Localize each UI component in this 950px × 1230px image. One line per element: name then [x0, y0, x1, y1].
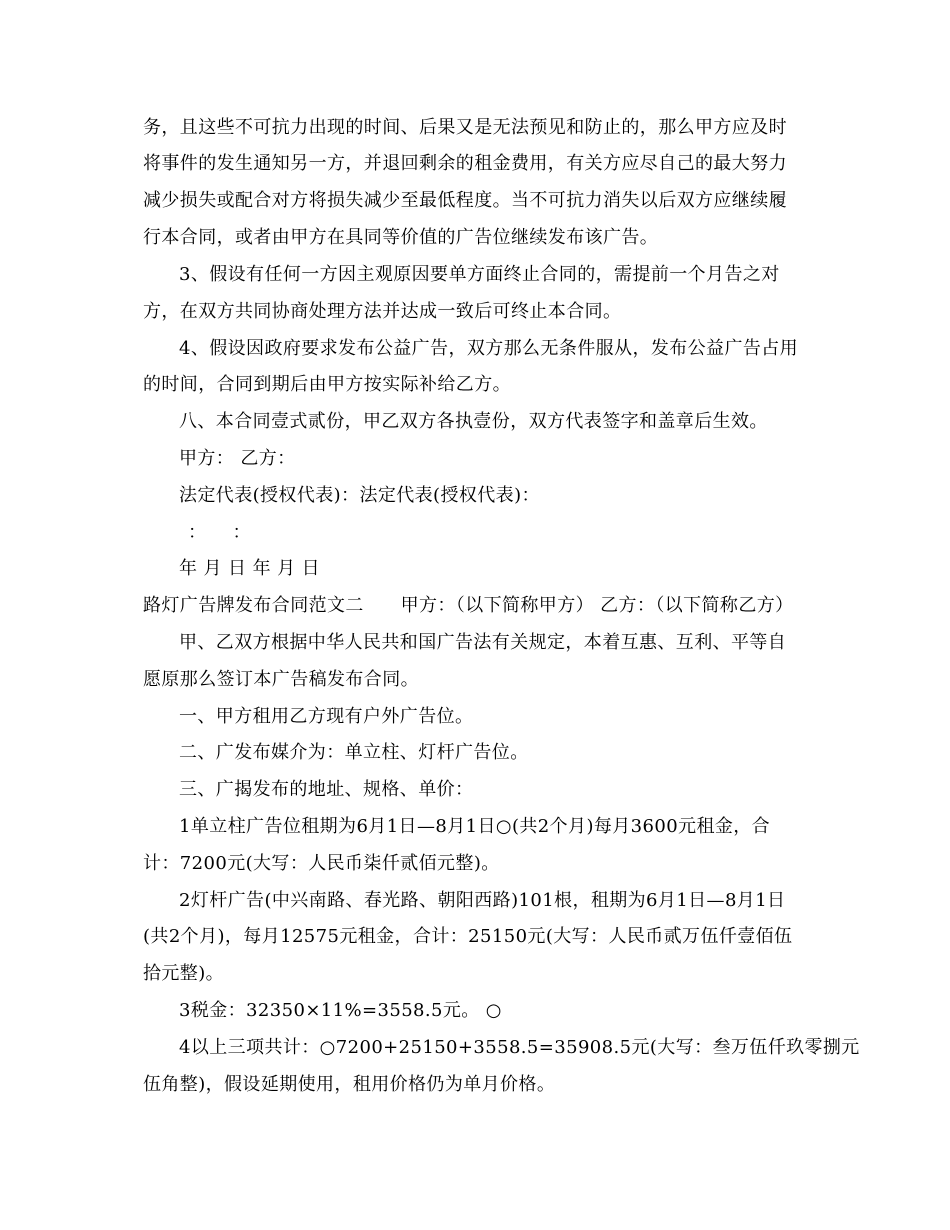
text-line: 行本合同，或者由甲方在具同等价值的广告位继续发布该广告。 [143, 227, 659, 248]
text-line: 4以上三项共计：○7200+25150+3558.5=35908.5元(大写：叁万伍仟玖零捌元 [179, 1037, 860, 1058]
text-line: 将事件的发生通知另一方，并退回剩余的租金费用，有关方应尽自己的最大努力 [143, 153, 787, 174]
text-line: 甲、乙双方根据中华人民共和国广告法有关规定，本着互惠、互利、平等自 [179, 632, 787, 653]
text-line: 法定代表(授权代表)：法定代表(授权代表)： [179, 485, 540, 506]
text-line: 3、假设有任何一方因主观原因要单方面终止合同的，需提前一个月告之对 [179, 264, 780, 285]
section-title: 路灯广告牌发布合同范文二 甲方：（以下简称甲方） 乙方：（以下简称乙方） [143, 595, 794, 616]
text-line: 计：7200元(大写：人民币柒仟贰佰元整)。 [143, 853, 500, 874]
text-line: 拾元整)。 [143, 963, 225, 984]
text-line: 2灯杆广告(中兴南路、春光路、朝阳西路)101根，租期为6月1日—8月1日 [179, 890, 786, 911]
text-line: 减少损失或配合对方将损失减少至最低程度。当不可抗力消失以后双方应继续履 [143, 190, 787, 211]
text-line: 4、假设因政府要求发布公益广告，双方那么无条件服从，发布公益广告占用 [179, 338, 799, 359]
text-line: ： ： [188, 522, 251, 543]
text-line: 甲方： 乙方： [179, 448, 296, 469]
text-line: 一、甲方租用乙方现有户外广告位。 [179, 706, 474, 727]
text-line: (共2个月)，每月12575元租金，合计：25150元(大写：人民币贰万伍仟壹佰伍 [143, 926, 793, 947]
text-line: 方，在双方共同协商处理方法并达成一致后可终止本合同。 [143, 301, 622, 322]
text-line: 年 月 日 年 月 日 [179, 558, 321, 579]
text-line: 八、本合同壹式贰份，甲乙双方各执壹份，双方代表签字和盖章后生效。 [179, 411, 768, 432]
text-line: 二、广发布媒介为：单立柱、灯杆广告位。 [179, 742, 529, 763]
text-line: 的时间，合同到期后由甲方按实际补给乙方。 [143, 374, 511, 395]
text-line: 务，且这些不可抗力出现的时间、后果又是无法预见和防止的，那么甲方应及时 [143, 117, 787, 138]
text-line: 1单立柱广告位租期为6月1日—8月1日○(共2个月)每月3600元租金，合 [179, 816, 771, 837]
text-line: 3税金：32350×11%=3558.5元。 ○ [179, 1000, 502, 1021]
text-line: 伍角整)，假设延期使用，租用价格仍为单月价格。 [143, 1074, 556, 1095]
text-line: 愿原那么签订本广告稿发布合同。 [143, 669, 419, 690]
text-line: 三、广揭发布的地址、规格、单价： [179, 779, 474, 800]
